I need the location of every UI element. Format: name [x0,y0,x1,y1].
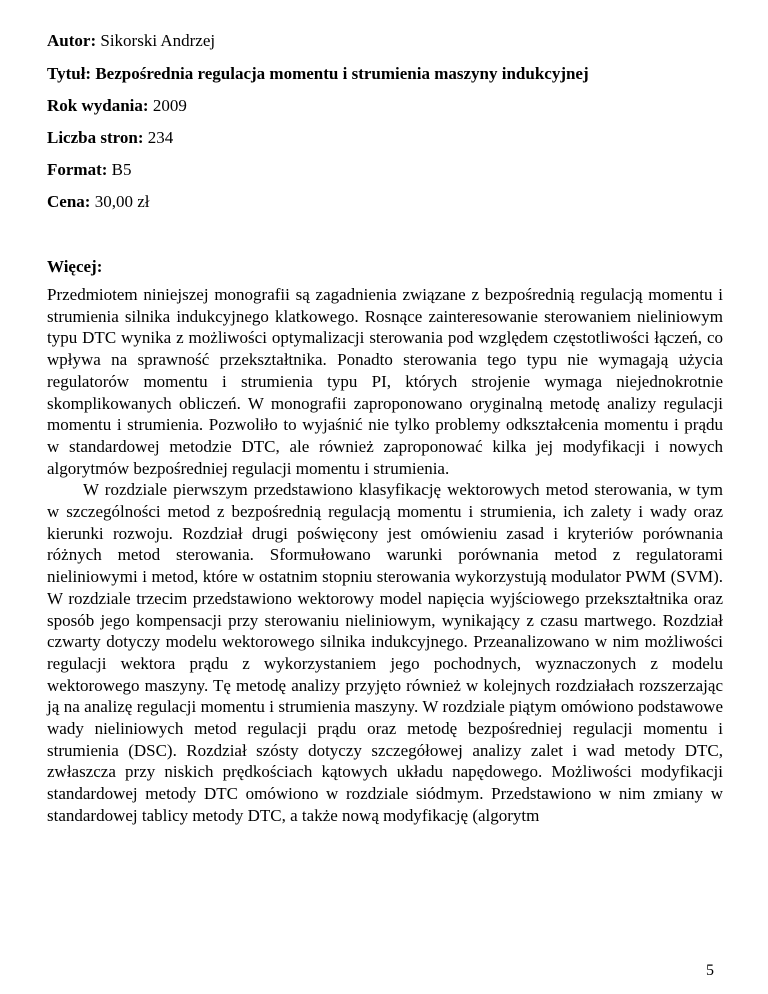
year-value: 2009 [152,96,187,115]
author-label: Autor: [47,31,97,50]
pages-label: Liczba stron: [47,128,144,147]
page-number: 5 [706,962,714,979]
title-line [47,64,589,84]
more-heading: Więcej: [47,257,103,276]
format-value: B5 [111,160,132,179]
format-line [47,160,132,180]
description-body [47,284,723,827]
price-value: 30,00 zł [94,192,150,211]
title-label: Tytuł: [47,64,92,83]
paragraph: W rozdziale pierwszym przedstawiono klasyfikację wektorowych metod sterowania, w tym w szczególności metod z bezpośrednią regulacją momentu i strumienia, ich zalety i wady oraz kierunki rozwoju. Rozdział drugi poświęcony jest omówieniu zasad i kryteriów porównania różnych metod sterowania. Sformułowano warunki porównania metod z regulatorami nieliniowymi i metod, które w ostatnim stopniu sterowania wykorzystują modulator PWM (SVM). W rozdziale trzecim przedstawiono wektorowy model napięcia wyjściowego przekształtnika oraz sposób jego kompensacji przy sterowaniu nieliniowym, wynikający z czasu martwego. Rozdział czwarty dotyczy modelu wektorowego silnika indukcyjnego. Przeanalizowano w nim możliwości regulacji wektora prądu z wykorzystaniem jego pochodnych, wyznaczonych z modelu wektorowego maszyny. Tę metodę analizy przyjęto również w kolejnych rozdziałach rozszerzając ją na analizę regulacji momentu i strumienia maszyny. W rozdziale piątym omówiono podstawowe wady nieliniowych metod regulacji prądu oraz metodę bezpośredniej regulacji momentu i strumienia (DSC). Rozdział szósty dotyczy szczegółowej analizy zalet i wad metody DTC, zwłaszcza przy niskich prędkościach kątowych układu napędowego. Możliwości modyfikacji standardowej metody DTC omówiono w rozdziale siódmym. Przedstawiono w nim zmiany w standardowej tablicy metody DTC, a także nową modyfikację (algorytm [47,480,723,825]
price-label: Cena: [47,192,91,211]
author-value: Sikorski Andrzej [100,31,216,50]
pages-line [47,128,173,148]
price-line [47,192,149,212]
paragraph: Przedmiotem niniejszej monografii są zagadnienia związane z bezpośrednią regulacją momentu i strumienia silnika indukcyjnego klatkowego. Rosnące zainteresowanie sterowaniem nieliniowym typu DTC wynika z możliwości optymalizacji sterowania pod względem częstotliwości łączeń, co wpływa na sprawność przekształtnika. Ponadto sterowania tego typu nie wymagają użycia regulatorów momentu i strumienia typu PI, których strojenie wymaga niejednokrotnie skomplikowanych obliczeń. W monografii zaproponowano oryginalną metodę analizy regulacji momentu i strumienia. Pozwoliło to wyjaśnić nie tylko problemy odkształcenia momentu i prądu w standardowej metodzie DTC, ale również zaproponować kilka jej modyfikacji i nowych algorytmów bezpośredniej regulacji momentu i strumienia. [47,285,723,478]
year-label: Rok wydania: [47,96,149,115]
author-line [47,31,215,51]
year-line [47,96,187,116]
pages-value: 234 [147,128,174,147]
format-label: Format: [47,160,108,179]
title-value: Bezpośrednia regulacja momentu i strumienia maszyny indukcyjnej [95,64,589,83]
